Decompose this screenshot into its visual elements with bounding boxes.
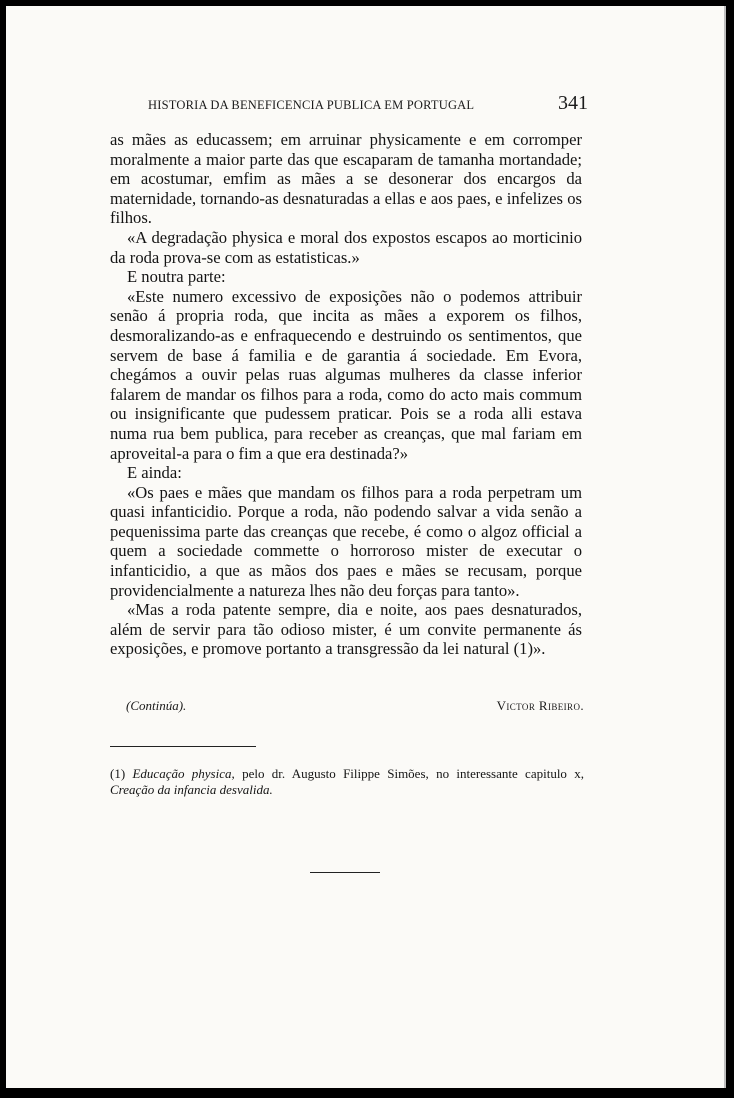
page-number: 341 bbox=[558, 92, 588, 114]
continua-note: (Continúa). bbox=[126, 698, 187, 713]
footnote-chapter-title: Creação da infancia desvalida. bbox=[110, 782, 273, 797]
end-rule bbox=[310, 872, 380, 873]
signature-line bbox=[126, 698, 584, 714]
paragraph-noutra-parte: E noutra parte: bbox=[127, 267, 226, 287]
paragraph-continued: as mães as educassem; em arruinar physicamente e em corromper moralmente a maior parte das que escaparam de tamanha mortandade; em acostumar, emfim as mães a se desonerar dos encargos da maternidade, tornando-as desnaturadas a ellas e aos paes, e infelizes os filhos. bbox=[110, 130, 582, 228]
running-title: HISTORIA DA BENEFICENCIA PUBLICA EM PORTUGAL bbox=[148, 98, 475, 112]
footnote bbox=[110, 766, 584, 798]
paragraph-quote-roda-patente: «Mas a roda patente sempre, dia e noite, aos paes desnaturados, além de servir para tão odioso mister, é um convite permanente ás exposições, e promove portanto a transgressão da lei natural (1)». bbox=[110, 600, 582, 659]
footnote-divider bbox=[110, 746, 256, 747]
page-header bbox=[148, 92, 588, 114]
footnote-book-title: Educação physica, bbox=[132, 766, 235, 781]
paragraph-quote-exposicoes: «Este numero excessivo de exposições não o podemos attribuir senão á propria roda, que incita as mães a exporem os filhos, desmoralizando-as e enfraquecendo e destruindo os sentimentos, que servem de base á familia e de garantia á sociedade. Em Evora, chegámos a ouvir pelas ruas algumas mulheres da classe inferior falarem de mandar os filhos para a roda, como do acto mais commum ou insignificante que pudessem praticar. Pois se a roda alli estava numa rua bem publica, para receber as creanças, que mal fariam em aproveital-a para o fim a que era destinada?» bbox=[110, 286, 582, 463]
main-text bbox=[110, 130, 582, 659]
paragraph-quote-infanticidio: «Os paes e mães que mandam os filhos para a roda perpetram um quasi infanticidio. Porque a roda, não podendo salvar a vida senão a pequenissima parte das creanças que recebe, é como o algoz official a quem a sociedade commette o horroroso mister de executar o infanticidio, a que as mãos dos paes e mães se recusam, porque providencialmente a natureza lhes não deu forças para tanto». bbox=[110, 482, 582, 600]
paragraph-quote-degradacao: «A degradação physica e moral dos expostos escapos ao morticinio da roda prova-se com as estatisticas.» bbox=[110, 227, 582, 267]
footnote-text: pelo dr. Augusto Filippe Simões, no interessante capitulo x, bbox=[242, 766, 584, 781]
book-page bbox=[6, 6, 726, 1088]
author-name: Victor Ribeiro. bbox=[496, 698, 584, 713]
footnote-marker: (1) bbox=[110, 766, 126, 781]
paragraph-e-ainda: E ainda: bbox=[127, 463, 182, 483]
